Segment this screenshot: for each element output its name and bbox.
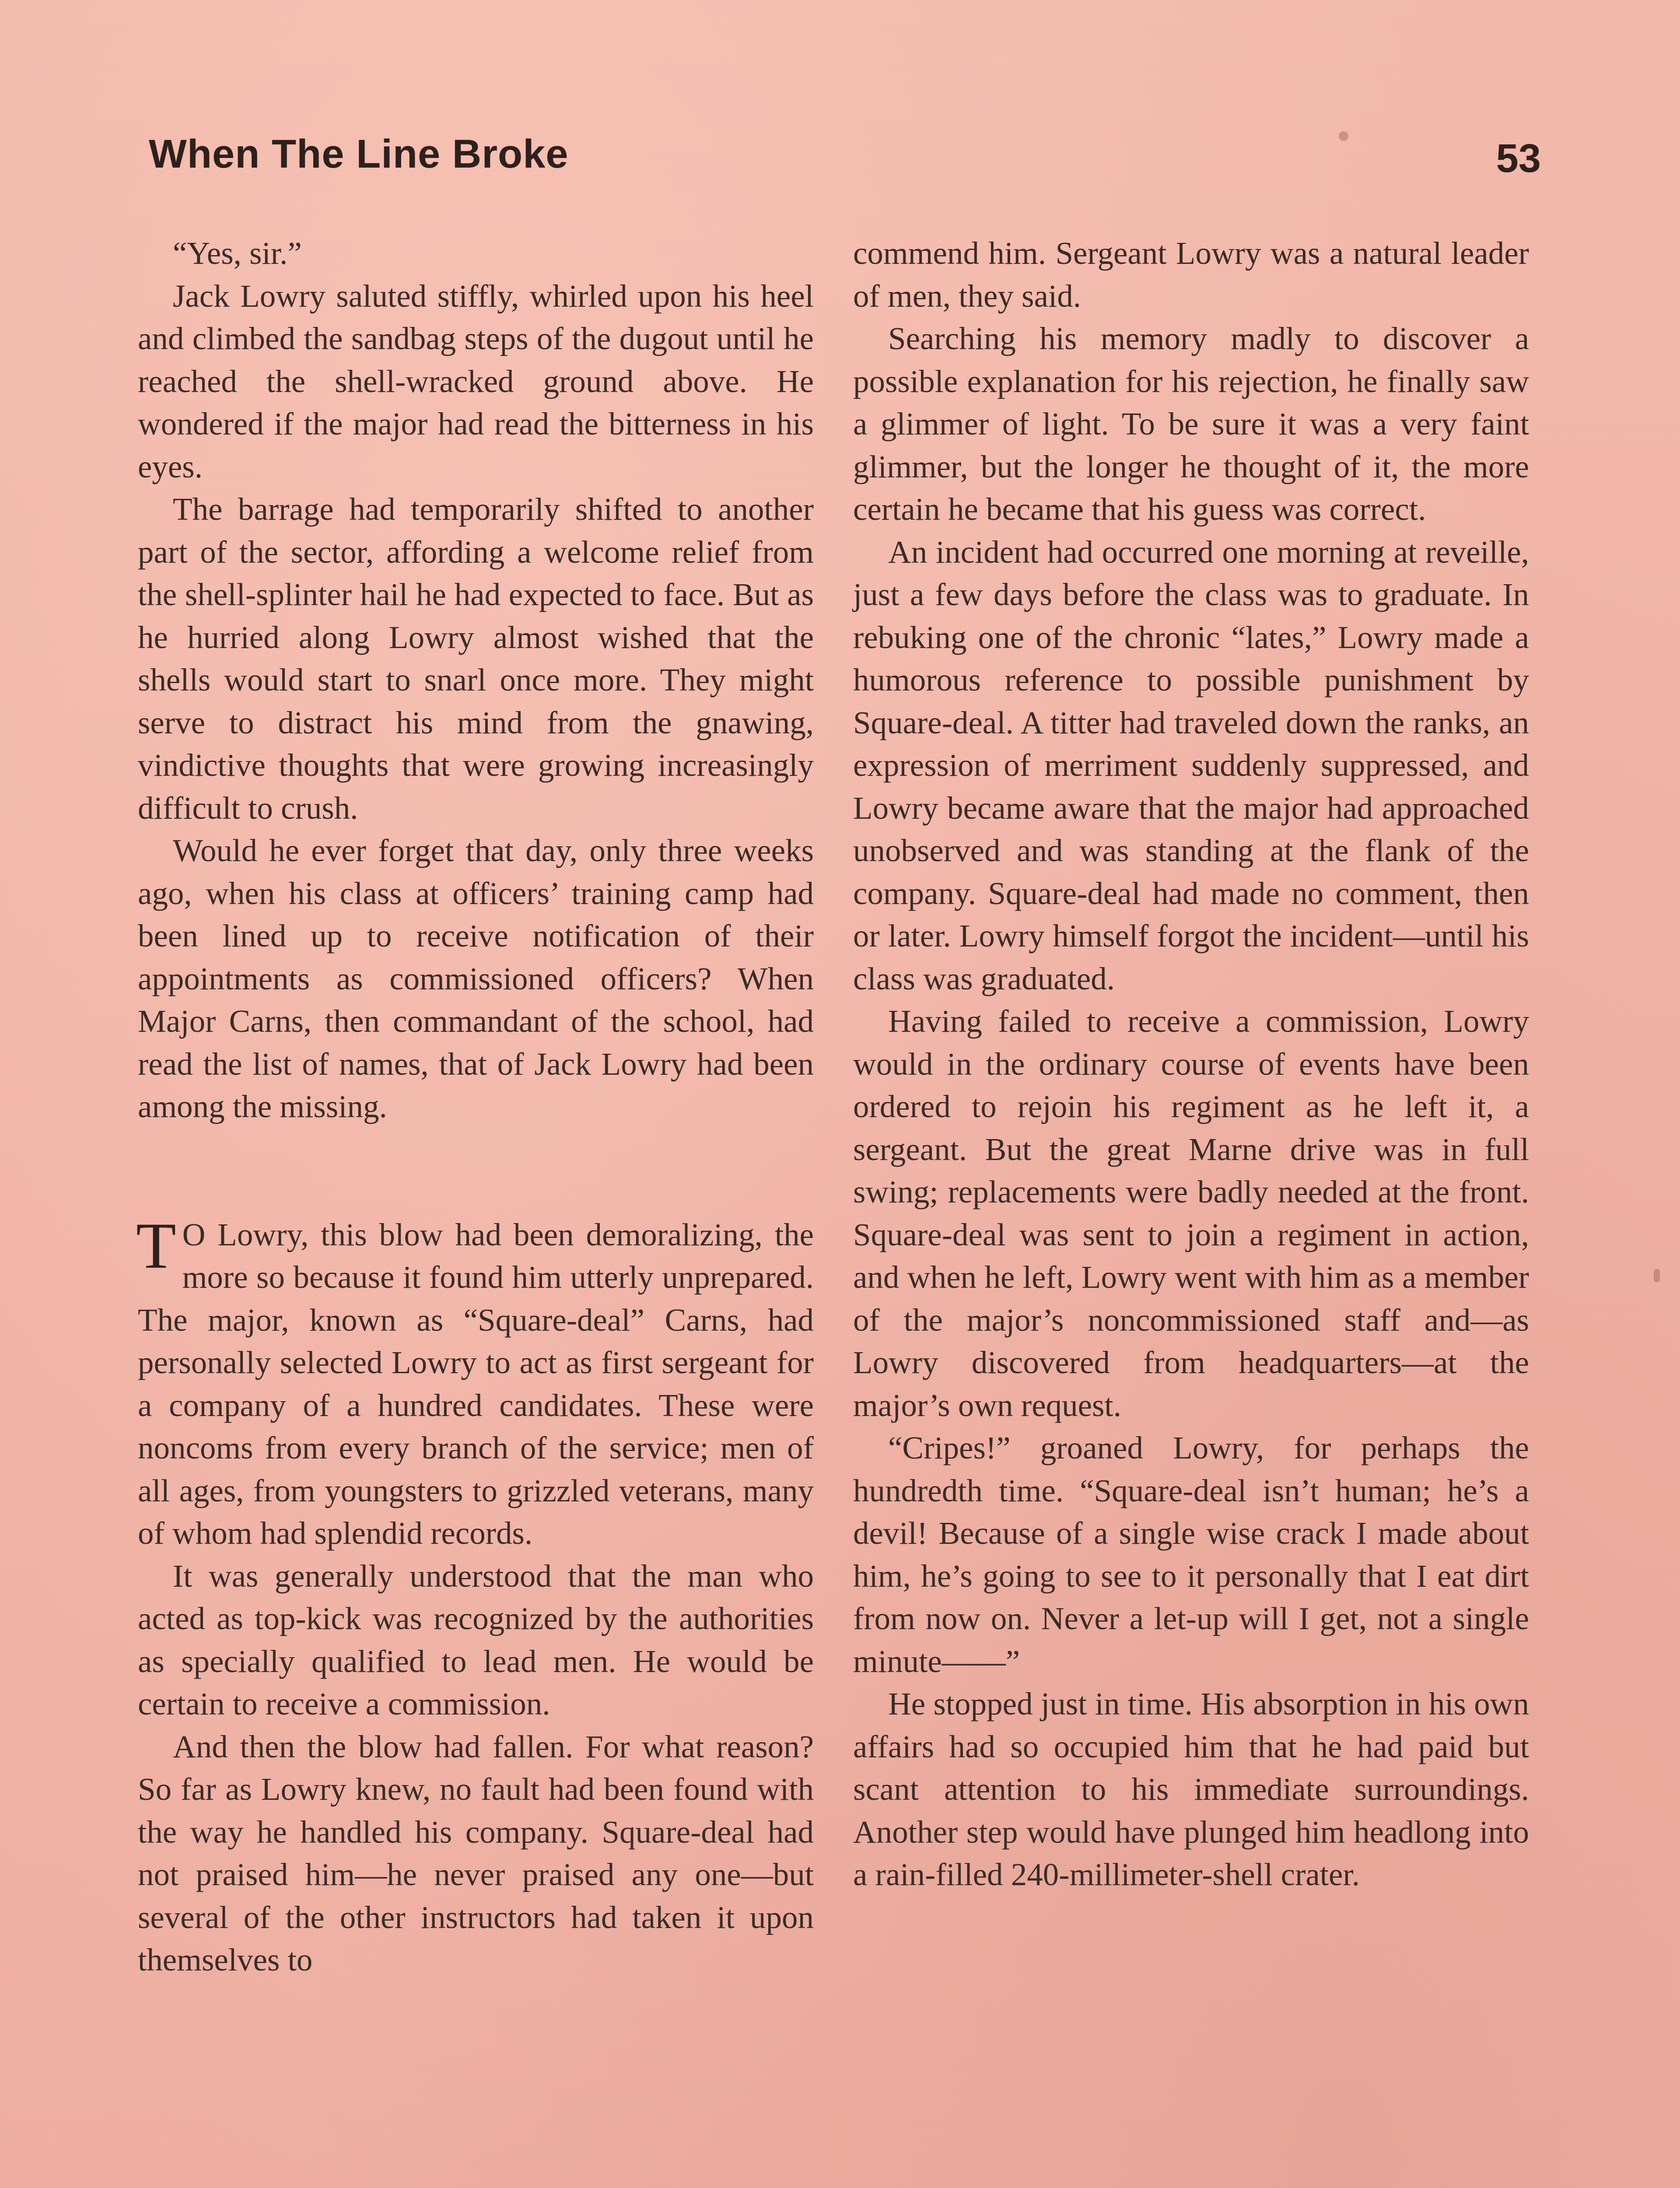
drop-cap-letter: T <box>136 1209 176 1282</box>
paragraph: He stopped just in time. His absorption in his own affairs had so occupied him that he had paid but scant attention to his immediate surroundings. Another step would have plunged him headlong into a rain-filled 240-millimeter-shell crater. <box>853 1686 1529 1892</box>
right-text-column <box>853 232 1529 1896</box>
paragraph: Jack Lowry saluted stiffly, whirled upon his heel and climbed the sandbag steps of the dugout until he reached the shell-wracked ground above. He wondered if the major had read the bitterness in his eyes. <box>138 278 814 484</box>
left-text-column <box>138 232 814 1981</box>
print-speck <box>1339 131 1348 141</box>
paragraph: And then the blow had fallen. For what reason? So far as Lowry knew, no fault had been found with the way he handled his company. Square-deal had not praised him—he never praised any one—but several of the other instructors had taken it upon themselves to <box>138 1729 814 1978</box>
paragraph: Would he ever forget that day, only three weeks ago, when his class at officers’ training camp had been lined up to receive notification of their appointments as commissioned officers? When Major Carns, then commandant of the school, had read the list of names, that of Jack Lowry had been among the missing. <box>138 833 814 1124</box>
paragraph: The barrage had temporarily shifted to another part of the sector, affording a welcome relief from the shell-splinter hail he had expected to face. But as he hurried along Lowry almost wished that the shells would start to snarl once more. They might serve to distract his mind from the gnawing, vindictive thoughts that were growing increasingly difficult to crush. <box>138 491 814 826</box>
paragraph: It was generally understood that the man who acted as top-kick was recognized by the authorities as specially qualified to lead men. He would be certain to receive a commission. <box>138 1558 814 1722</box>
section-break <box>138 1128 814 1213</box>
paragraph: “Cripes!” groaned Lowry, for perhaps the hundredth time. “Square-deal isn’t human; he’s a devil! Because of a single wise crack I made about him, he’s going to see to it personally that I eat dirt from now on. Never a let-up will I get, not a single minute——” <box>853 1430 1529 1679</box>
running-head-title: When The Line Broke <box>149 132 569 176</box>
paragraph-dropcap <box>136 1209 814 1555</box>
paragraph: commend him. Sergeant Lowry was a natural leader of men, they said. <box>853 235 1529 314</box>
paragraph-text: O Lowry, this blow had been demoralizing, the more so because it found him utterly unprepared. The major, known as “Square-deal” Carns, had personally selected Lowry to act as first sergeant for a company of a hundred candidates. These were noncoms from every branch of the service; men of all ages, from youngsters to grizzled veterans, many of whom had splendid records. <box>138 1217 814 1551</box>
print-speck <box>1654 1269 1660 1282</box>
page-number: 53 <box>1496 136 1541 181</box>
paragraph: An incident had occurred one morning at reveille, just a few days before the class was to graduate. In rebuking one of the chronic “lates,” Lowry made a humorous reference to possible punishment by Square-deal. A titter had traveled down the ranks, an expression of merriment suddenly suppressed, and Lowry became aware that the major had approached unobserved and was standing at the flank of the company. Square-deal had made no comment, then or later. Lowry himself forgot the incident—until his class was graduated. <box>853 534 1529 996</box>
paragraph: Searching his memory madly to discover a possible explanation for his rejection, he finally saw a glimmer of light. To be sure it was a very faint glimmer, but the longer he thought of it, the more certain he became that his guess was correct. <box>853 321 1529 527</box>
paragraph: “Yes, sir.” <box>173 235 302 271</box>
paragraph: Having failed to receive a commission, Lowry would in the ordinary course of events have been ordered to rejoin his regiment as he left it, a sergeant. But the great Marne drive was in full swing; replacements were badly needed at the front. Square-deal was sent to join a regiment in action, and when he left, Lowry went with him as a member of the major’s noncommissioned staff and—as Lowry discovered from headquarters—at the major’s own request. <box>853 1003 1529 1423</box>
